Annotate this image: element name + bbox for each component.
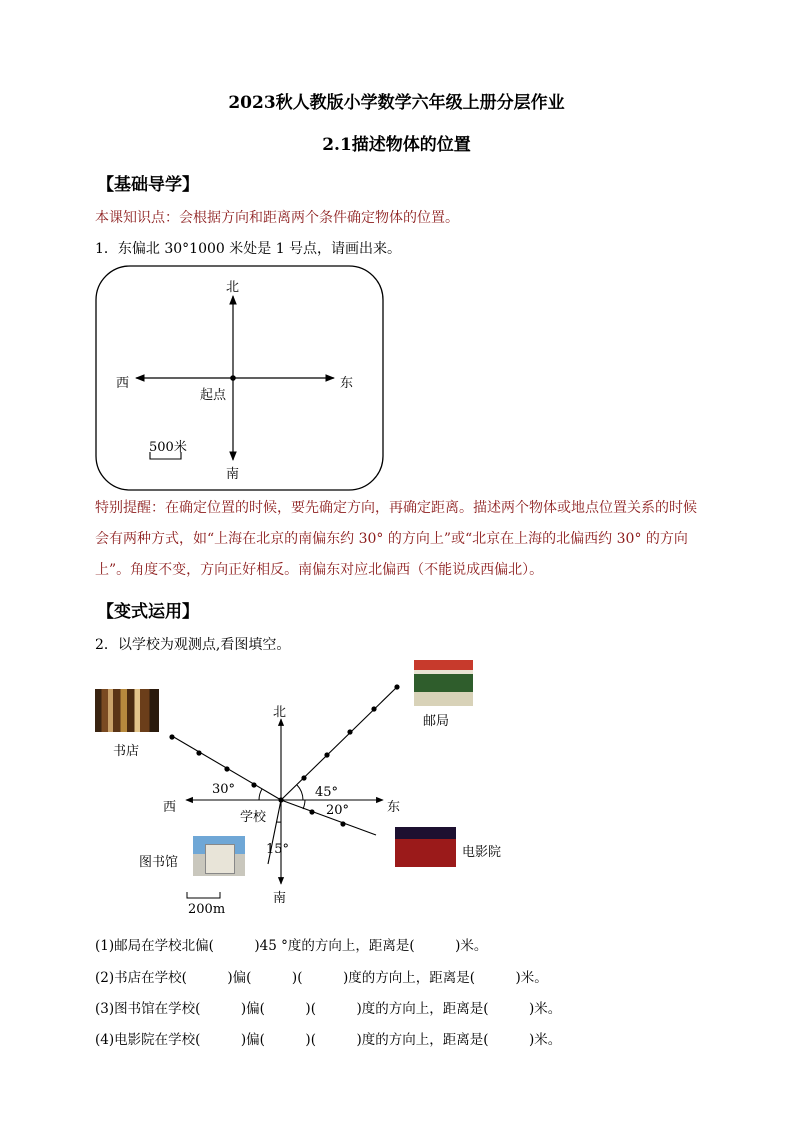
label-library: 图书馆 — [139, 855, 179, 870]
ray-post-office — [281, 686, 398, 800]
question-2-3: (3)图书馆在学校( )偏( )( )度的方向上，距离是( )米。 — [95, 1001, 562, 1017]
label2-east: 东 — [387, 800, 401, 815]
label2-north: 北 — [273, 705, 287, 720]
label-south: 南 — [226, 467, 240, 482]
label-scale: 500米 — [149, 440, 187, 455]
bookstore-image — [95, 689, 159, 732]
label-scale-2: 200m — [188, 902, 226, 917]
cinema-image — [395, 827, 456, 867]
label2-west: 西 — [163, 800, 177, 815]
label-post-office: 邮局 — [423, 714, 450, 729]
page-subtitle: 2.1描述物体的位置 — [322, 135, 471, 155]
knowledge-point: 本课知识点：会根据方向和距离两个条件确定物体的位置。 — [95, 210, 459, 226]
angle-library: 15° — [266, 842, 290, 857]
label-origin: 起点 — [200, 388, 227, 403]
angle-post-office: 45° — [315, 785, 339, 800]
section-application: 【变式运用】 — [97, 602, 199, 622]
angle-bookstore: 30° — [212, 782, 236, 797]
arc-cinema — [303, 800, 305, 809]
question-2-4: (4)电影院在学校( )偏( )( )度的方向上，距离是( )米。 — [95, 1032, 562, 1048]
label-north: 北 — [226, 280, 240, 295]
label-west: 西 — [116, 376, 130, 391]
question-2: 2．以学校为观测点,看图填空。 — [95, 637, 291, 653]
section-basic: 【基础导学】 — [97, 175, 199, 195]
library-image — [193, 836, 245, 876]
arc-bookstore — [259, 789, 262, 800]
label-bookstore: 书店 — [113, 744, 140, 759]
post-office-image — [414, 660, 473, 706]
label2-south: 南 — [273, 891, 287, 906]
question-2-1: (1)邮局在学校北偏( )45 °度的方向上，距离是( )米。 — [95, 938, 488, 954]
question-2-2: (2)书店在学校( )偏( )( )度的方向上，距离是( )米。 — [95, 970, 548, 986]
label-school: 学校 — [240, 810, 267, 825]
question-1: 1．东偏北 30°1000 米处是 1 号点，请画出来。 — [95, 241, 402, 257]
angle-cinema: 20° — [326, 803, 350, 818]
arc-post-office — [297, 785, 303, 800]
special-tip: 特别提醒：在确定位置的时候，要先确定方向，再确定距离。描述两个物体或地点位置关系的时候会有两种方式，如“上海在北京的南偏东约 30° 的方向上”或“北京在上海的北偏西约 30° 的方向上”。角度不变，方向正好相反。南偏东对应北偏西（不能说成西偏北）。 — [95, 500, 697, 578]
label-east: 东 — [340, 376, 354, 391]
page-title: 2023秋人教版小学数学六年级上册分层作业 — [228, 93, 565, 113]
scale-bar-2 — [187, 892, 220, 898]
label-cinema: 电影院 — [462, 845, 502, 860]
